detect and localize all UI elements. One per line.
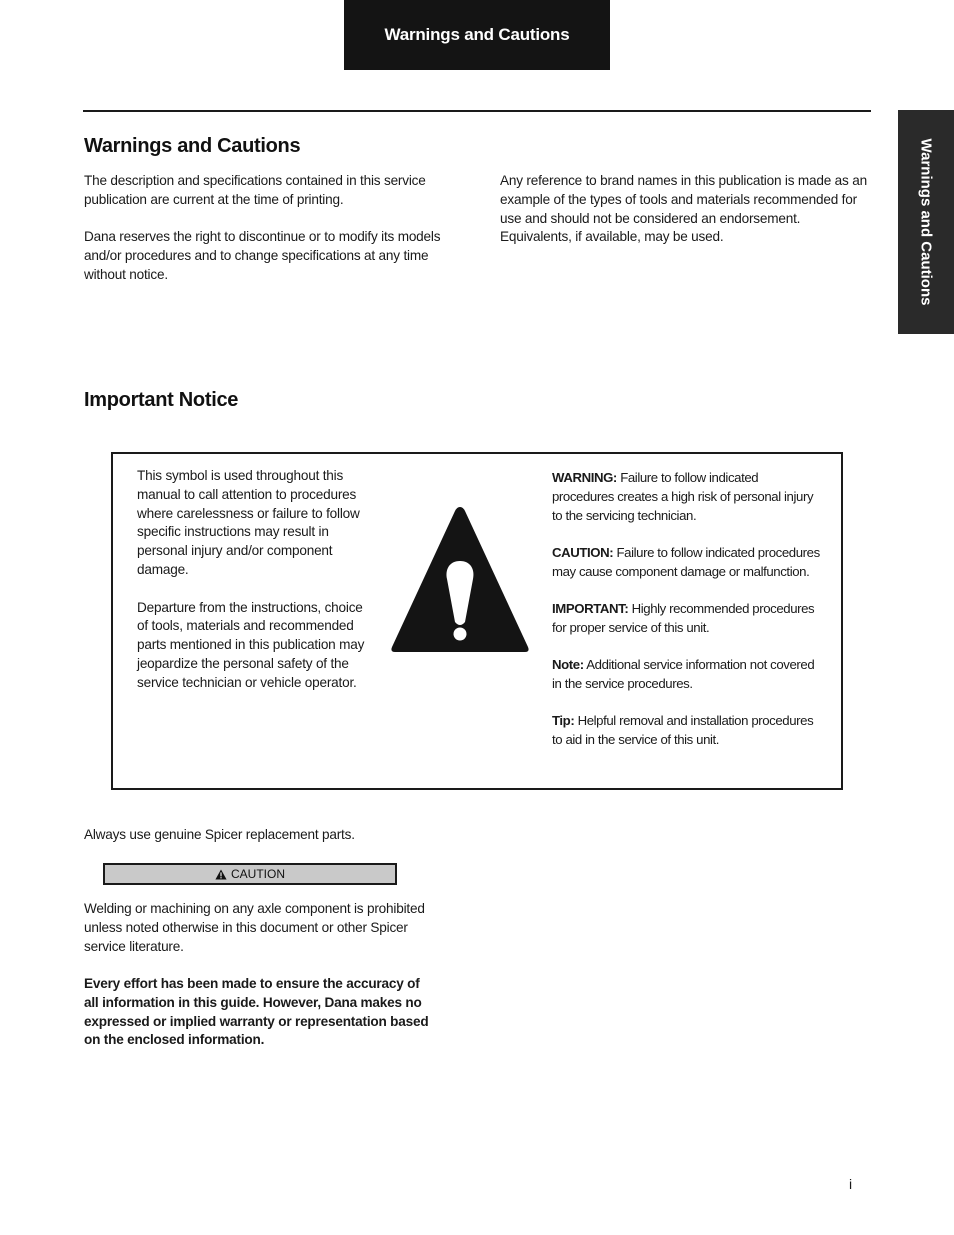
paragraph-description: The description and specifications contained in this service publication are current at the time of printing. xyxy=(84,173,426,207)
paragraph-brand-names: Any reference to brand names in this publication is made as an example of the types of tools and materials recommended for use and should not be considered an endorsement. Equivalents, if available, may be used. xyxy=(500,173,867,245)
paragraph-dana-reserves: Dana reserves the right to discontinue or to modify its models and/or procedures and to change specifications at any time without notice. xyxy=(84,229,441,282)
section-heading-important-notice: Important Notice xyxy=(84,389,239,411)
welding-warning-text: Welding or machining on any axle component is prohibited unless noted otherwise in this document or other Spicer service literature. xyxy=(84,901,425,954)
definition-important: IMPORTANT: Highly recommended procedures for proper service of this unit. xyxy=(552,600,815,635)
header-tab-title: Warnings and Cautions xyxy=(384,25,570,44)
definition-tip: Tip: Helpful removal and installation procedures to aid in the service of this unit. xyxy=(552,713,814,747)
header-tab xyxy=(344,0,610,70)
caution-bar-label: CAUTION xyxy=(231,867,285,881)
warning-triangle-icon xyxy=(215,869,227,880)
symbol-explanation xyxy=(137,467,369,711)
side-tab xyxy=(898,110,954,334)
caution-bar xyxy=(103,863,397,885)
definition-warning: WARNING: Failure to follow indicated procedures creates a high risk of personal injury to the servicing technician. xyxy=(552,470,814,523)
definition-caution: CAUTION: Failure to follow indicated procedures may cause component damage or malfunction. xyxy=(552,544,820,579)
symbol-text-2: Departure from the instructions, choice of tools, materials and recommended parts mentioned in this publication may jeopardize the personal safety of the service technician or vehicle operator. xyxy=(137,599,365,690)
symbol-text-1: This symbol is used throughout this manual to call attention to procedures where carelessness or failure to follow specific instructions may result in personal injury and/or component damage. xyxy=(137,468,360,577)
genuine-parts-text: Always use genuine Spicer replacement parts. xyxy=(84,827,355,842)
important-notice-box xyxy=(111,452,843,790)
definitions-list xyxy=(552,469,822,768)
warning-triangle-icon xyxy=(389,504,531,654)
page-number: i xyxy=(849,1176,853,1192)
side-tab-label: Warnings and Cautions xyxy=(917,138,935,306)
section-heading-warnings: Warnings and Cautions xyxy=(84,135,301,157)
disclaimer-text: Every effort has been made to ensure the accuracy of all information in this guide. However, Dana makes no expressed or implied warranty or representation based on the enclosed information. xyxy=(84,976,429,1048)
definition-note: Note: Additional service information not covered in the service procedures. xyxy=(552,657,815,691)
top-divider xyxy=(83,110,871,112)
